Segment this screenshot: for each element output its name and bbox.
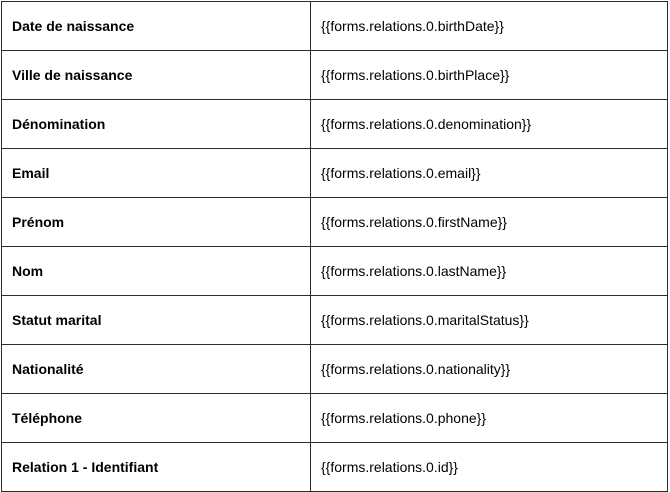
table-row: [2, 247, 668, 296]
row-value: {{forms.relations.0.birthPlace}}: [311, 51, 668, 100]
row-label: Date de naissance: [2, 2, 311, 51]
row-value: {{forms.relations.0.lastName}}: [311, 247, 668, 296]
table-row: [2, 198, 668, 247]
table-row: [2, 345, 668, 394]
row-label: Dénomination: [2, 100, 311, 149]
table-row: [2, 394, 668, 443]
table-row: [2, 51, 668, 100]
row-label: Nationalité: [2, 345, 311, 394]
row-label: Statut marital: [2, 296, 311, 345]
row-label: Nom: [2, 247, 311, 296]
row-value: {{forms.relations.0.firstName}}: [311, 198, 668, 247]
table-row: [2, 443, 668, 492]
row-value: {{forms.relations.0.nationality}}: [311, 345, 668, 394]
row-value: {{forms.relations.0.phone}}: [311, 394, 668, 443]
row-value: {{forms.relations.0.email}}: [311, 149, 668, 198]
row-value: {{forms.relations.0.denomination}}: [311, 100, 668, 149]
table-row: [2, 296, 668, 345]
table-row: [2, 100, 668, 149]
row-label: Email: [2, 149, 311, 198]
row-label: Relation 1 - Identifiant: [2, 443, 311, 492]
table-row: [2, 149, 668, 198]
relation-fields-table: [1, 1, 668, 492]
row-label: Ville de naissance: [2, 51, 311, 100]
row-label: Prénom: [2, 198, 311, 247]
row-label: Téléphone: [2, 394, 311, 443]
row-value: {{forms.relations.0.birthDate}}: [311, 2, 668, 51]
table-row: [2, 2, 668, 51]
row-value: {{forms.relations.0.maritalStatus}}: [311, 296, 668, 345]
row-value: {{forms.relations.0.id}}: [311, 443, 668, 492]
